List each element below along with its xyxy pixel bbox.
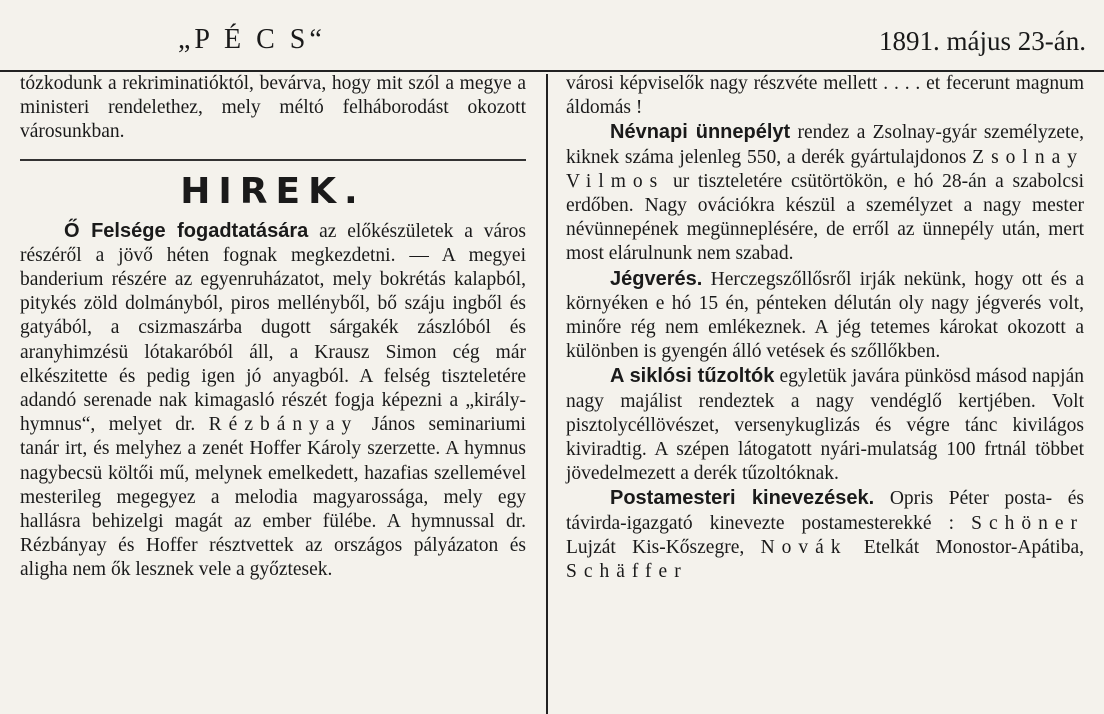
column-divider	[546, 74, 548, 714]
spaced-name: Rézbányay	[208, 414, 359, 436]
left-intro-paragraph: tózkodunk a rekriminatióktól, bevárva, hogy mit szól a megye a ministeri rendelethez, mely méltó felháborodást okozott városunkban.	[20, 73, 526, 143]
section-separator	[20, 159, 526, 161]
right-intro-paragraph: városi képviselők nagy részvéte mellett . . . . et fecerunt magnum áldomás !	[566, 73, 1084, 119]
news-item-heading: Névnapi ünnepélyt	[610, 121, 791, 144]
news-item-nameday: Névnapi ünnepélyt rendez a Zsolnay-gyár személyzete, kiknek száma jelenleg 550, a derék gyártulajdonos Zsolnay Vilmos ur tiszteletére csütörtökön, e hó 28-án a szabolcsi erdőben. Nagy ovációkra készül a személyzet a nagy mester névünnepének megünneplésére, de erről az ünnepély után, mert most elárulnunk nem szabad.	[566, 121, 1084, 265]
news-item-heading: Postamesteri kinevezések.	[610, 487, 875, 510]
spaced-name: Zsolnay Vilmos	[566, 146, 1084, 192]
news-item-heading: Jégverés.	[610, 267, 703, 290]
spaced-name: Schöner	[971, 512, 1084, 534]
spaced-name: Novák	[760, 536, 848, 558]
page-header	[0, 0, 1104, 78]
news-item-heading: A siklósi tűzoltók	[610, 365, 775, 388]
spaced-name: Schäffer	[566, 561, 688, 583]
right-column	[566, 72, 1084, 584]
news-item-firefighters: A siklósi tűzoltók egyletük javára pünkösd másod napján nagy majálist rendeztek a nagy vendéglő kertjében. Volt pisztolycéllövészet, versenykuglizás és végre tánc kivilágos kiviradtig. A szépen látogatott nyári-mulatság 100 frtnál többet jövedelmezett a derék tűzoltóknak.	[566, 365, 1084, 485]
news-item-postmasters: Postamesteri kinevezések. Opris Péter posta- és távirda-igazgató kinevezte postamesterekké : Schöner Lujzát Kis-Kőszegre, Novák Etelkát Monostor-Apátiba, Schäffer	[566, 487, 1084, 583]
news-item-reception: Ő Felsége fogadtatására az előkészületek a város részéről a jövő héten fognak megkezdetni. — A megyei banderium részére az egyenruházatot, mely bokrétás kalapból, pitykés zöld dolmányból, piros mellényből, bő száju ingből és gatyából, a csizmaszárba dugott sárgakék zászlóból és aranyhimzésü lótakaróból áll, a Krausz Simon cég már elkészitette és pedig igen jó anyagból. A felség tiszteletére adandó serenade nak kimagasló részét fogja képezni a „király-hymnus“, melyet dr. Rézbányay János seminariumi tanár irt, és melyhez a zenét Hoffer Károly szerzette. A hymnus nagybecsü költői mű, melynek emelkedett, hazafias szellemével mesterileg megegyez a melodia magyarossága, mely egy hallásra behizelgi magát az ember fülébe. A hymnussal dr. Rézbányay és Hoffer résztvettek az országos pályázaton és aligha nem ők lesznek vele a győztesek.	[20, 219, 526, 581]
issue-date: 1891. május 23-án.	[879, 26, 1086, 56]
newspaper-title: „P É C S“	[178, 24, 326, 55]
section-title: HIREK.	[180, 170, 366, 212]
news-item-hailstorm: Jégverés. Herczegszőllősről irják nekünk, hogy ott és a környéken e hó 15 én, pénteken délután oly nagy jégverés volt, minőre rég nem emlékeznek. A jég tetemes károkat okozott a különben is gyengén álló vetések és szőllőkben.	[566, 267, 1084, 363]
left-column	[20, 72, 526, 583]
news-item-heading: Ő Felsége fogadtatására	[64, 219, 309, 242]
